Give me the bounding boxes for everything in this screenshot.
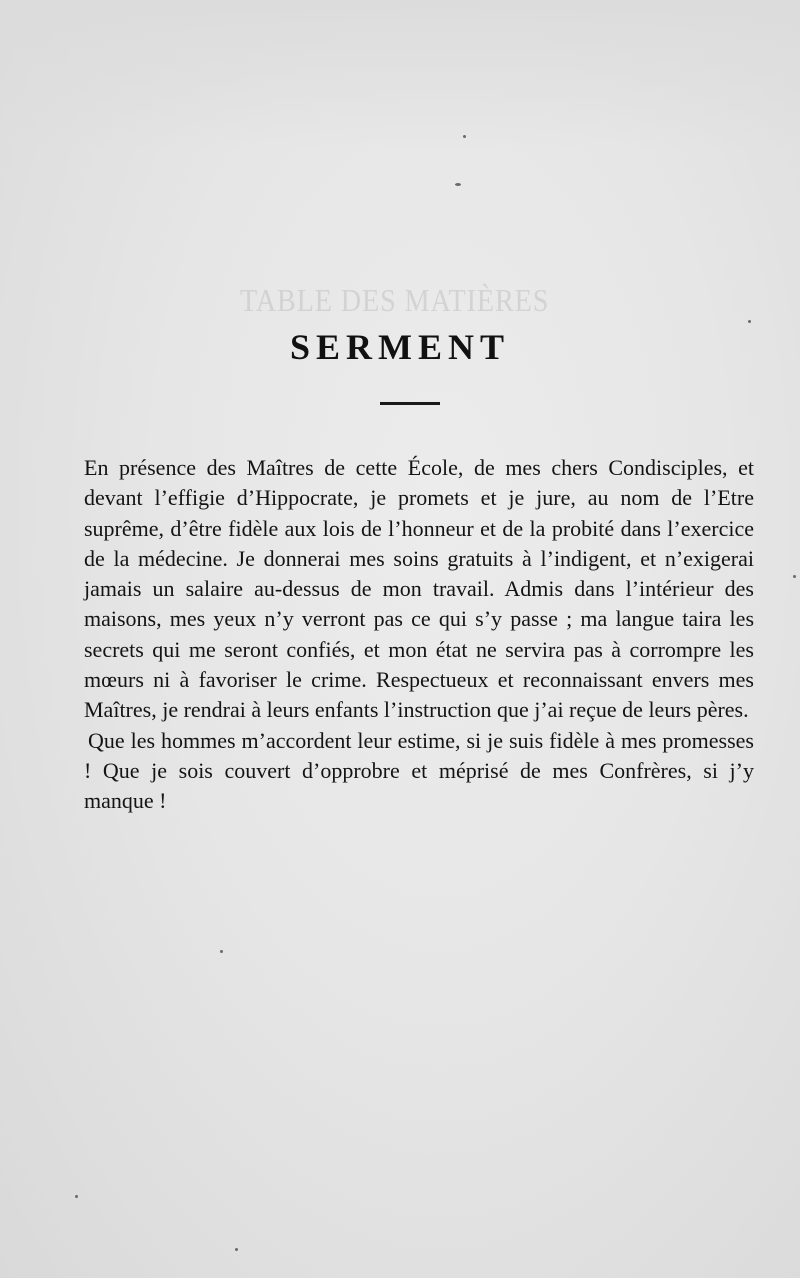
paper-speck xyxy=(235,1248,238,1251)
oath-text xyxy=(84,453,754,817)
paper-speck xyxy=(748,320,751,323)
title-rule xyxy=(380,402,440,405)
paper-speck xyxy=(75,1195,78,1198)
paper-speck xyxy=(455,183,461,186)
paragraph-2: Que les hommes m’accordent leur estime, si je suis fidèle à mes promesses ! Que je sois couvert d’opprobre et méprisé de mes Confrères, si j’y manque ! xyxy=(84,727,754,814)
bleed-through-heading: TABLE DES MATIÈRES xyxy=(240,282,550,318)
page-title: SERMENT xyxy=(289,327,511,367)
paper-speck xyxy=(463,135,466,138)
paper-speck xyxy=(793,575,796,578)
paper-speck xyxy=(220,950,223,953)
paragraph-1: En présence des Maîtres de cette École, de mes chers Condisciples, et devant l’effigie d’Hippocrate, je promets et je jure, au nom de l’Etre suprême, d’être fidèle aux lois de l’honneur et de la probité dans l’exercice de la médecine. Je donnerai mes soins gratuits à l’indigent, et n’exigerai jamais un salaire au-dessus de mon travail. Admis dans l’intérieur des maisons, mes yeux n’y verront pas ce qui s’y passe ; ma langue taira les secrets qui me seront confiés, et mon état ne servira pas à corrompre les mœurs ni à favoriser le crime. Respectueux et reconnaissant envers mes Maîtres, je rendrai à leurs enfants l’instruction que j’ai reçue de leurs pères. xyxy=(84,455,754,723)
